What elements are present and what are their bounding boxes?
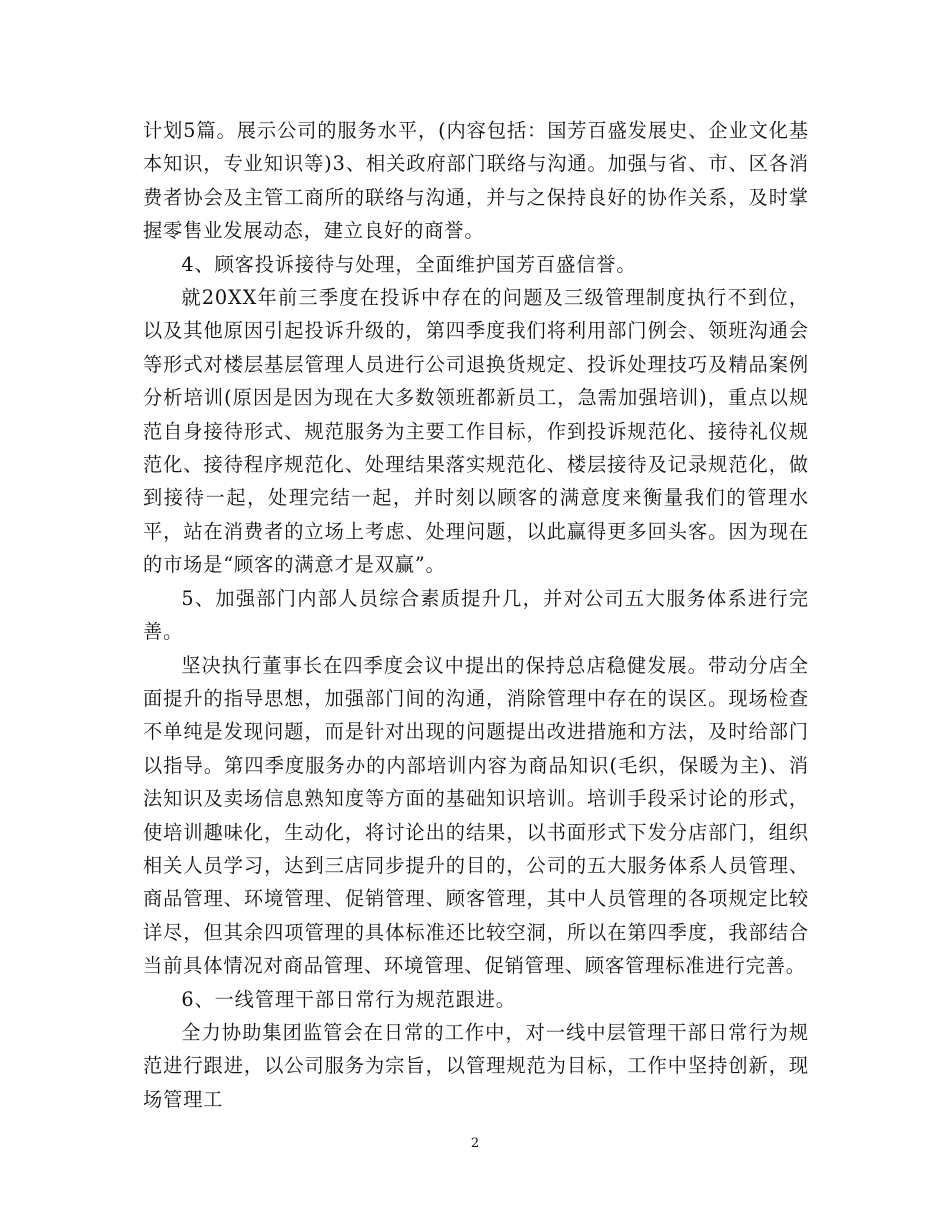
paragraph-3: 就20XX年前三季度在投诉中存在的问题及三级管理制度执行不到位，以及其他原因引起投诉升级的，第四季度我们将利用部门例会、领班沟通会等形式对楼层基层管理人员进行公司退换货规定、投诉处理技巧及精品案例分析培训(原因是因为现在大多数领班都新员工，急需加强培训)，重点以规范自身接待形式、规范服务为主要工作目标，作到投诉规范化、接待礼仪规范化、接待程序规范化、处理结果落实规范化、楼层接待及记录规范化，做到接待一起，处理完结一起，并时刻以顾客的满意度来衡量我们的管理水平，站在消费者的立场上考虑、处理问题，以此赢得更多回头客。因为现在的市场是“顾客的满意才是双赢”。 — [143, 286, 809, 577]
document-body — [143, 114, 809, 1116]
paragraph-4-heading: 5、加强部门内部人员综合素质提升几，并对公司五大服务体系进行完善。 — [143, 586, 809, 644]
paragraph-6-heading: 6、一线管理干部日常行为规范跟进。 — [181, 987, 516, 1011]
paragraph-1: 计划5篇。展示公司的服务水平，(内容包括：国芳百盛发展史、企业文化基本知识，专业知识等)3、相关政府部门联络与沟通。加强与省、市、区各消费者协会及主管工商所的联络与沟通，并与之保持良好的协作关系，及时掌握零售业发展动态，建立良好的商誉。 — [143, 119, 809, 243]
paragraph-2-heading: 4、顾客投诉接待与处理，全面维护国芳百盛信誉。 — [181, 252, 637, 276]
page-number: 2 — [470, 1136, 480, 1151]
paragraph-5: 坚决执行董事长在四季度会议中提出的保持总店稳健发展。带动分店全面提升的指导思想，加强部门间的沟通，消除管理中存在的误区。现场检查不单纯是发现问题，而是针对出现的问题提出改进措施和方法，及时给部门以指导。第四季度服务办的内部培训内容为商品知识(毛织，保暖为主)、消法知识及卖场信息熟知度等方面的基础知识培训。培训手段采讨论的形式，使培训趣味化，生动化，将讨论出的结果，以书面形式下发分店部门，组织相关人员学习，达到三店同步提升的目的，公司的五大服务体系人员管理、商品管理、环境管理、促销管理、顾客管理，其中人员管理的各项规定比较详尽，但其余四项管理的具体标准还比较空洞，所以在第四季度，我部结合当前具体情况对商品管理、环境管理、促销管理、顾客管理标准进行完善。 — [143, 653, 809, 978]
paragraph-7: 全力协助集团监管会在日常的工作中，对一线中层管理干部日常行为规范进行跟进，以公司服务为宗旨，以管理规范为目标，工作中坚持创新，现场管理工 — [143, 1020, 809, 1111]
